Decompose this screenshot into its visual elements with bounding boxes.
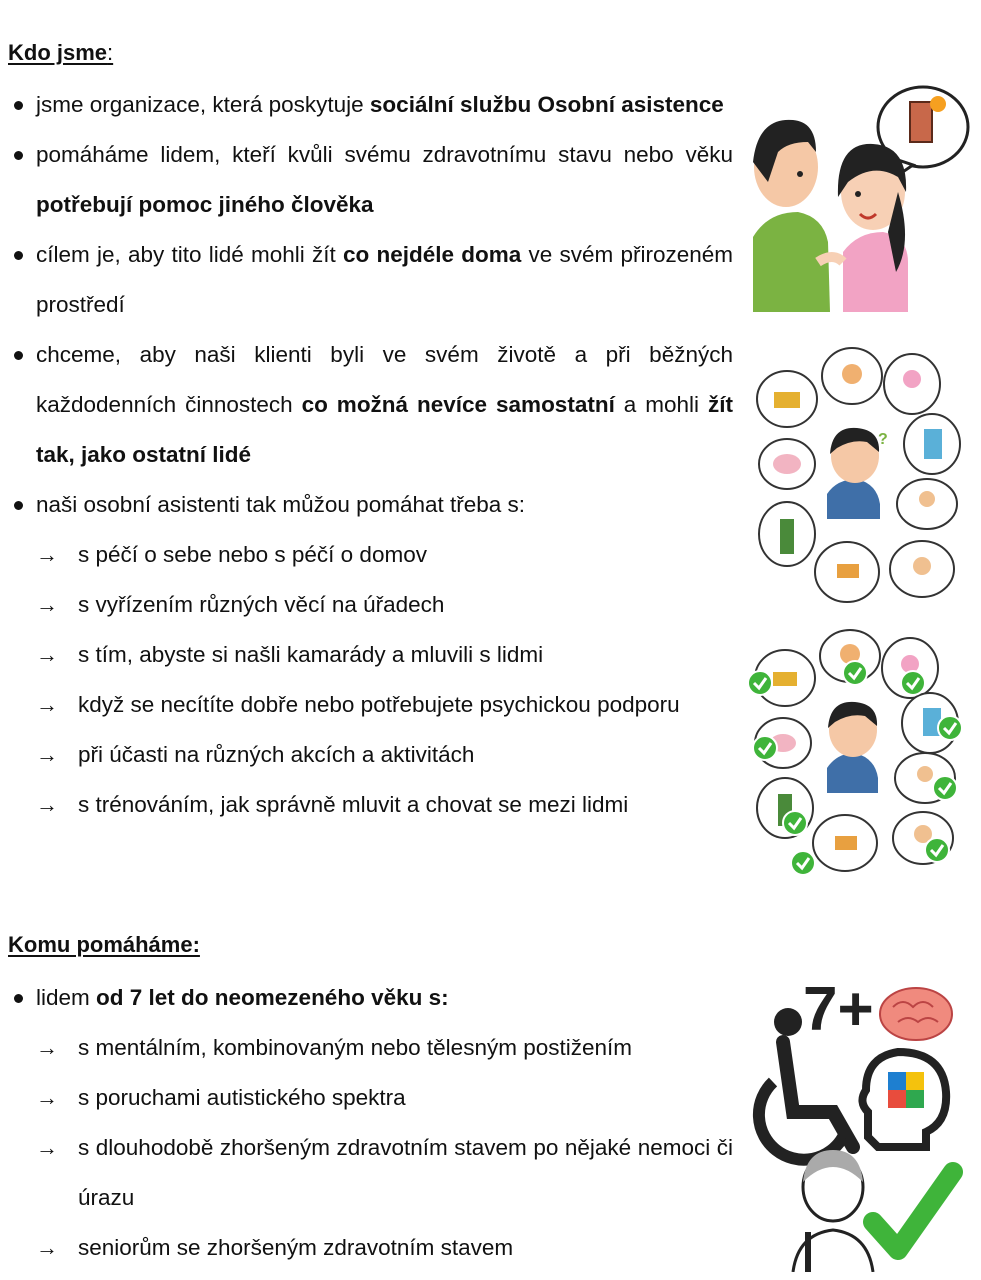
arrow-icon: →	[36, 642, 58, 667]
arrow-list-item: → když se necítíte dobře nebo potřebujete psychickou podporu	[78, 680, 733, 730]
arrow-icon: →	[36, 542, 58, 567]
bullet-item: naši osobní asistenti tak můžou pomáhat třeba s:	[36, 480, 733, 530]
bullet-item: pomáháme lidem, kteří kvůli svému zdravotnímu stavu nebo věku potřebují pomoc jiného člověka	[36, 130, 733, 230]
age-label: 7+	[803, 975, 874, 1044]
arrow-list-item: → s poruchami autistického spektra	[78, 1073, 733, 1123]
bullet-item: lidem od 7 let do neomezeného věku s:	[36, 973, 733, 1023]
checkmark-icon	[873, 1172, 953, 1250]
svg-text:?: ?	[878, 431, 888, 448]
head-puzzle-icon	[862, 1052, 946, 1147]
senior-icon	[793, 1150, 873, 1272]
brain-icon	[880, 988, 952, 1040]
bullet-item: chceme, aby naši klienti byli ve svém životě a při běžných každodenních činnostech co možná nevíce samostatní a mohli žít tak, jako ostatní lidé	[36, 330, 733, 480]
arrow-list-item: → s trénováním, jak správně mluvit a chovat se mezi lidmi	[78, 780, 733, 830]
thinking-person-checked-illustration	[745, 628, 970, 883]
arrow-icon: →	[36, 592, 58, 617]
arrow-list-item: → při účasti na různých akcích a aktivitách	[78, 730, 733, 780]
arrow-icon: →	[36, 1135, 58, 1160]
arrow-icon: →	[36, 1235, 58, 1260]
arrow-icon: →	[36, 1035, 58, 1060]
bullet-item: cílem je, aby tito lidé mohli žít co nejdéle doma ve svém přirozeném prostředí	[36, 230, 733, 330]
arrow-list-item: → s mentálním, kombinovaným nebo tělesným postižením	[78, 1023, 733, 1073]
arrow-icon: →	[36, 1085, 58, 1110]
wheelchair-icon	[774, 1008, 802, 1036]
disability-icons-illustration	[748, 972, 968, 1272]
conversation-illustration	[748, 82, 973, 317]
arrow-list-item: → s dlouhodobě zhoršeným zdravotním stavem po nějaké nemoci či úrazu	[78, 1123, 733, 1223]
bullet-item: jsme organizace, která poskytuje sociální službu Osobní asistence	[36, 80, 733, 130]
section-komu-pomahame-body	[36, 973, 733, 1273]
arrow-list-item: → seniorům se zhoršeným zdravotním stavem	[78, 1223, 733, 1273]
arrow-list-item: → s péčí o sebe nebo s péčí o domov	[78, 530, 733, 580]
section-heading-komu-pomahame: Komu pomáháme:	[8, 932, 200, 957]
arrow-list-item: → s tím, abyste si našli kamarády a mluvili s lidmi	[78, 630, 733, 680]
arrow-icon: →	[36, 742, 58, 767]
thinking-person-illustration	[752, 344, 972, 609]
section-kdo-jsme-body	[36, 80, 733, 830]
arrow-icon: →	[36, 692, 58, 717]
section-heading-kdo-jsme: Kdo jsme:	[8, 40, 114, 65]
arrow-list-item: → s vyřízením různých věcí na úřadech	[78, 580, 733, 630]
arrow-icon: →	[36, 792, 58, 817]
